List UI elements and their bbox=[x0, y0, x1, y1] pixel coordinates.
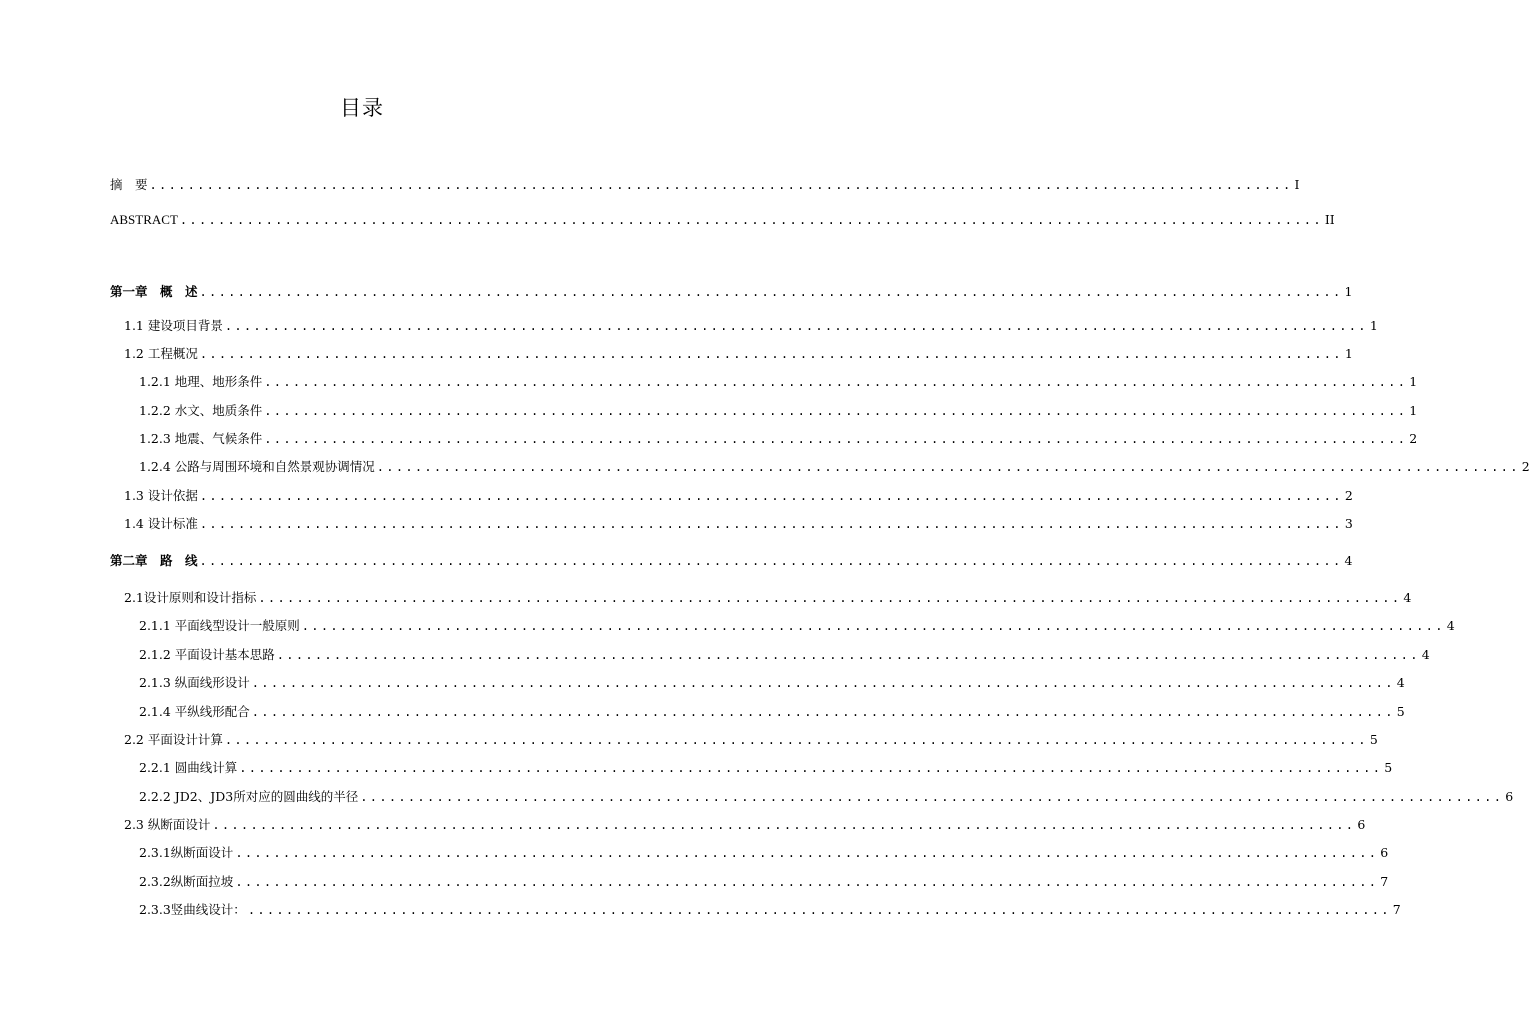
toc-entry-2-1-3[interactable] bbox=[139, 674, 1405, 692]
toc-entry-label: 1.2.4 公路与周围环境和自然景观协调情况 bbox=[139, 459, 375, 474]
toc-entry-abstract-en[interactable] bbox=[110, 211, 1335, 229]
dot-leader: ........................................................................................................................ bbox=[264, 375, 1408, 389]
dot-leader: ........................................................................................................................ bbox=[251, 676, 1395, 690]
toc-entry-label: 1.1 建设项目背景 bbox=[124, 318, 223, 333]
toc-entry-2-2-2[interactable] bbox=[139, 788, 1514, 806]
toc-entry-2-2-1[interactable] bbox=[139, 759, 1393, 777]
page-title: 目录 bbox=[340, 96, 384, 120]
dot-leader: ........................................................................................................................ bbox=[258, 591, 1402, 605]
toc-entry-abstract-cn[interactable] bbox=[110, 176, 1300, 194]
toc-entry-2-1-1[interactable] bbox=[139, 617, 1455, 635]
toc-entry-1-4[interactable] bbox=[124, 515, 1353, 533]
toc-entry-label: 1.2.3 地震、气候条件 bbox=[139, 431, 263, 446]
toc-page-number: 2 bbox=[1521, 459, 1530, 474]
dot-leader: ........................................................................................................................ bbox=[224, 319, 1368, 333]
dot-leader: ........................................................................................................................ bbox=[276, 648, 1420, 662]
toc-entry-label: ABSTRACT bbox=[110, 212, 178, 227]
toc-entry-2-3-2[interactable] bbox=[139, 873, 1389, 891]
toc-page-number: 4 bbox=[1403, 590, 1412, 605]
toc-page-number: 4 bbox=[1396, 675, 1405, 690]
toc-page-number: 5 bbox=[1384, 760, 1393, 775]
dot-leader: ........................................................................................................................ bbox=[251, 705, 1395, 719]
toc-entry-label: 2.2.2 JD2、JD3所对应的圆曲线的半径 bbox=[139, 789, 359, 804]
toc-page-number: 4 bbox=[1446, 618, 1455, 633]
toc-entry-1-1[interactable] bbox=[124, 317, 1378, 335]
toc-entry-label: 2.2 平面设计计算 bbox=[124, 732, 223, 747]
toc-page-number: 1 bbox=[1409, 403, 1418, 418]
dot-leader: ........................................................................................................................ bbox=[235, 846, 1379, 860]
toc-page-number: 6 bbox=[1380, 845, 1389, 860]
toc-entry-2-1-2[interactable] bbox=[139, 646, 1430, 664]
toc-entry-label: 2.1.1 平面线型设计一般原则 bbox=[139, 618, 300, 633]
dot-leader: ........................................................................................................................ bbox=[224, 733, 1368, 747]
toc-entry-label: 1.2.1 地理、地形条件 bbox=[139, 374, 263, 389]
dot-leader: ........................................................................................................................ bbox=[199, 285, 1343, 299]
toc-page-number: 1 bbox=[1409, 374, 1418, 389]
toc-entry-label: 第一章 概 述 bbox=[110, 284, 198, 299]
toc-entry-label: 2.3.3竖曲线设计： bbox=[139, 902, 246, 917]
toc-entry-label: 2.1.2 平面设计基本思路 bbox=[139, 647, 275, 662]
dot-leader: ........................................................................................................................ bbox=[179, 213, 1323, 227]
toc-entry-label: 2.1设计原则和设计指标 bbox=[124, 590, 257, 605]
toc-entry-1-2-1[interactable] bbox=[139, 373, 1418, 391]
toc-page-number: 1 bbox=[1369, 318, 1378, 333]
toc-page-number: II bbox=[1324, 212, 1335, 227]
toc-entry-chapter-1[interactable] bbox=[110, 283, 1353, 301]
toc-entry-2-1[interactable] bbox=[124, 589, 1412, 607]
toc-entry-2-3-1[interactable] bbox=[139, 844, 1389, 862]
toc-page-number: 1 bbox=[1344, 346, 1353, 361]
toc-entry-1-2-2[interactable] bbox=[139, 402, 1418, 420]
toc-entry-2-2[interactable] bbox=[124, 731, 1378, 749]
toc-entry-2-1-4[interactable] bbox=[139, 703, 1405, 721]
toc-entry-2-3-3[interactable] bbox=[139, 901, 1401, 919]
toc-entry-label: 2.1.3 纵面线形设计 bbox=[139, 675, 250, 690]
toc-entry-label: 1.3 设计依据 bbox=[124, 488, 198, 503]
dot-leader: ........................................................................................................................ bbox=[235, 875, 1379, 889]
toc-entry-label: 2.2.1 圆曲线计算 bbox=[139, 760, 238, 775]
toc-entry-label: 2.3.1纵断面设计 bbox=[139, 845, 234, 860]
toc-page-number: I bbox=[1294, 177, 1300, 192]
toc-entry-1-3[interactable] bbox=[124, 487, 1353, 505]
toc-page-number: 7 bbox=[1380, 874, 1389, 889]
toc-page-number: 1 bbox=[1344, 284, 1353, 299]
toc-page-number: 2 bbox=[1344, 488, 1353, 503]
toc-entry-chapter-2[interactable] bbox=[110, 552, 1353, 570]
toc-entry-label: 1.4 设计标准 bbox=[124, 516, 198, 531]
dot-leader: ........................................................................................................................ bbox=[199, 517, 1343, 531]
dot-leader: ........................................................................................................................ bbox=[264, 432, 1408, 446]
toc-page-number: 5 bbox=[1396, 704, 1405, 719]
toc-page-number: 5 bbox=[1369, 732, 1378, 747]
toc-page-number: 4 bbox=[1421, 647, 1430, 662]
toc-page-number: 3 bbox=[1344, 516, 1353, 531]
toc-page-number: 4 bbox=[1344, 553, 1353, 568]
toc-entry-label: 1.2 工程概况 bbox=[124, 346, 198, 361]
dot-leader: ........................................................................................................................ bbox=[360, 790, 1504, 804]
dot-leader: ........................................................................................................................ bbox=[212, 818, 1356, 832]
toc-page-number: 6 bbox=[1357, 817, 1366, 832]
toc-entry-label: 2.3.2纵断面拉坡 bbox=[139, 874, 234, 889]
dot-leader: ........................................................................................................................ bbox=[264, 404, 1408, 418]
dot-leader: ........................................................................................................................ bbox=[247, 903, 1391, 917]
toc-entry-label: 2.1.4 平纵线形配合 bbox=[139, 704, 250, 719]
dot-leader: ........................................................................................................................ bbox=[199, 554, 1343, 568]
dot-leader: ........................................................................................................................ bbox=[239, 761, 1383, 775]
dot-leader: ........................................................................................................................ bbox=[376, 460, 1520, 474]
dot-leader: ........................................................................................................................ bbox=[199, 347, 1343, 361]
toc-entry-label: 摘 要 bbox=[110, 177, 148, 192]
toc-page-number: 7 bbox=[1392, 902, 1401, 917]
toc-page-number: 6 bbox=[1505, 789, 1514, 804]
toc-entry-label: 1.2.2 水文、地质条件 bbox=[139, 403, 263, 418]
dot-leader: ........................................................................................................................ bbox=[149, 178, 1293, 192]
toc-entry-1-2-3[interactable] bbox=[139, 430, 1418, 448]
toc-entry-label: 2.3 纵断面设计 bbox=[124, 817, 211, 832]
toc-entry-2-3[interactable] bbox=[124, 816, 1366, 834]
toc-page-number: 2 bbox=[1409, 431, 1418, 446]
toc-entry-label: 第二章 路 线 bbox=[110, 553, 198, 568]
toc-entry-1-2-4[interactable] bbox=[139, 458, 1530, 476]
dot-leader: ........................................................................................................................ bbox=[301, 619, 1445, 633]
toc-entry-1-2[interactable] bbox=[124, 345, 1353, 363]
dot-leader: ........................................................................................................................ bbox=[199, 489, 1343, 503]
